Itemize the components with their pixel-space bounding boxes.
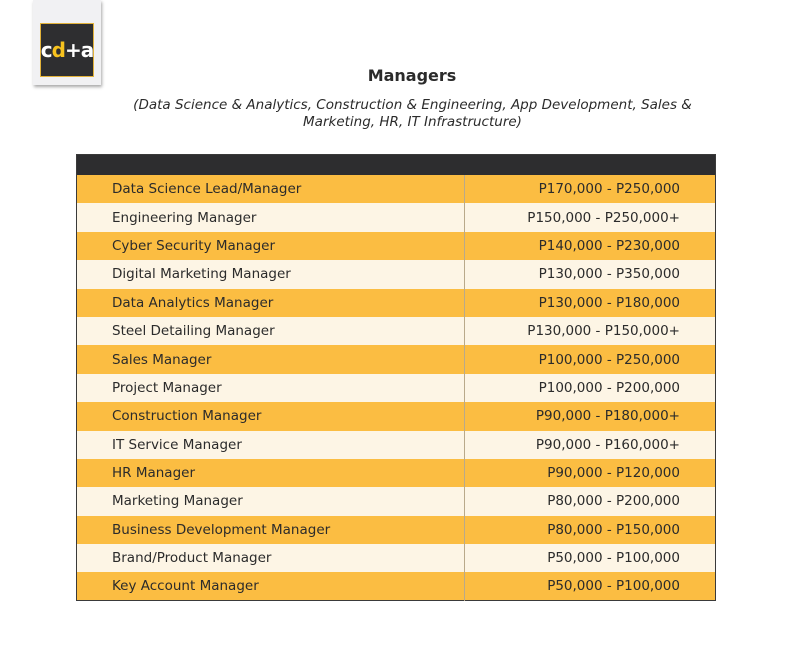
table-row	[77, 487, 716, 515]
table-row	[77, 572, 716, 600]
role-cell: Engineering Manager	[77, 203, 465, 231]
salary-cell: P130,000 - P150,000+	[465, 317, 716, 345]
salary-cell: P150,000 - P250,000+	[465, 203, 716, 231]
table-row	[77, 431, 716, 459]
role-cell: Data Analytics Manager	[77, 289, 465, 317]
table-row	[77, 175, 716, 203]
salary-table	[76, 154, 716, 601]
logo-text: c	[40, 38, 52, 62]
role-cell: Key Account Manager	[77, 572, 465, 600]
table-row	[77, 289, 716, 317]
role-cell: HR Manager	[77, 459, 465, 487]
role-cell: Sales Manager	[77, 345, 465, 373]
page-subtitle: (Data Science & Analytics, Construction & Engineering, App Development, Sales & Marketing, HR, IT Infrastructure)	[133, 97, 692, 130]
logo-text: +a	[64, 38, 94, 62]
salary-cell: P90,000 - P160,000+	[465, 431, 716, 459]
header-cell	[465, 155, 716, 176]
table-row	[77, 374, 716, 402]
table-row	[77, 345, 716, 373]
header-cell	[77, 155, 465, 176]
role-cell: Data Science Lead/Manager	[77, 175, 465, 203]
table-row	[77, 459, 716, 487]
salary-cell: P140,000 - P230,000	[465, 232, 716, 260]
table-row	[77, 544, 716, 572]
salary-cell: P90,000 - P180,000+	[465, 402, 716, 430]
role-cell: Brand/Product Manager	[77, 544, 465, 572]
salary-cell: P100,000 - P200,000	[465, 374, 716, 402]
role-cell: Cyber Security Manager	[77, 232, 465, 260]
salary-cell: P130,000 - P180,000	[465, 289, 716, 317]
salary-cell: P90,000 - P120,000	[465, 459, 716, 487]
role-cell: Marketing Manager	[77, 487, 465, 515]
salary-cell: P170,000 - P250,000	[465, 175, 716, 203]
salary-cell: P50,000 - P100,000	[465, 544, 716, 572]
salary-cell: P50,000 - P100,000	[465, 572, 716, 600]
table-row	[77, 516, 716, 544]
role-cell: Steel Detailing Manager	[77, 317, 465, 345]
role-cell: Project Manager	[77, 374, 465, 402]
salary-cell: P80,000 - P200,000	[465, 487, 716, 515]
page-title: Managers	[367, 66, 457, 85]
table-row	[77, 232, 716, 260]
role-cell: IT Service Manager	[77, 431, 465, 459]
salary-cell: P100,000 - P250,000	[465, 345, 716, 373]
table-row	[77, 317, 716, 345]
logo-text: d	[51, 38, 65, 62]
table-row	[77, 260, 716, 288]
role-cell: Digital Marketing Manager	[77, 260, 465, 288]
table-row	[77, 402, 716, 430]
salary-cell: P130,000 - P350,000	[465, 260, 716, 288]
salary-cell: P80,000 - P150,000	[465, 516, 716, 544]
table-header	[77, 155, 716, 176]
table-row	[77, 203, 716, 231]
role-cell: Business Development Manager	[77, 516, 465, 544]
role-cell: Construction Manager	[77, 402, 465, 430]
